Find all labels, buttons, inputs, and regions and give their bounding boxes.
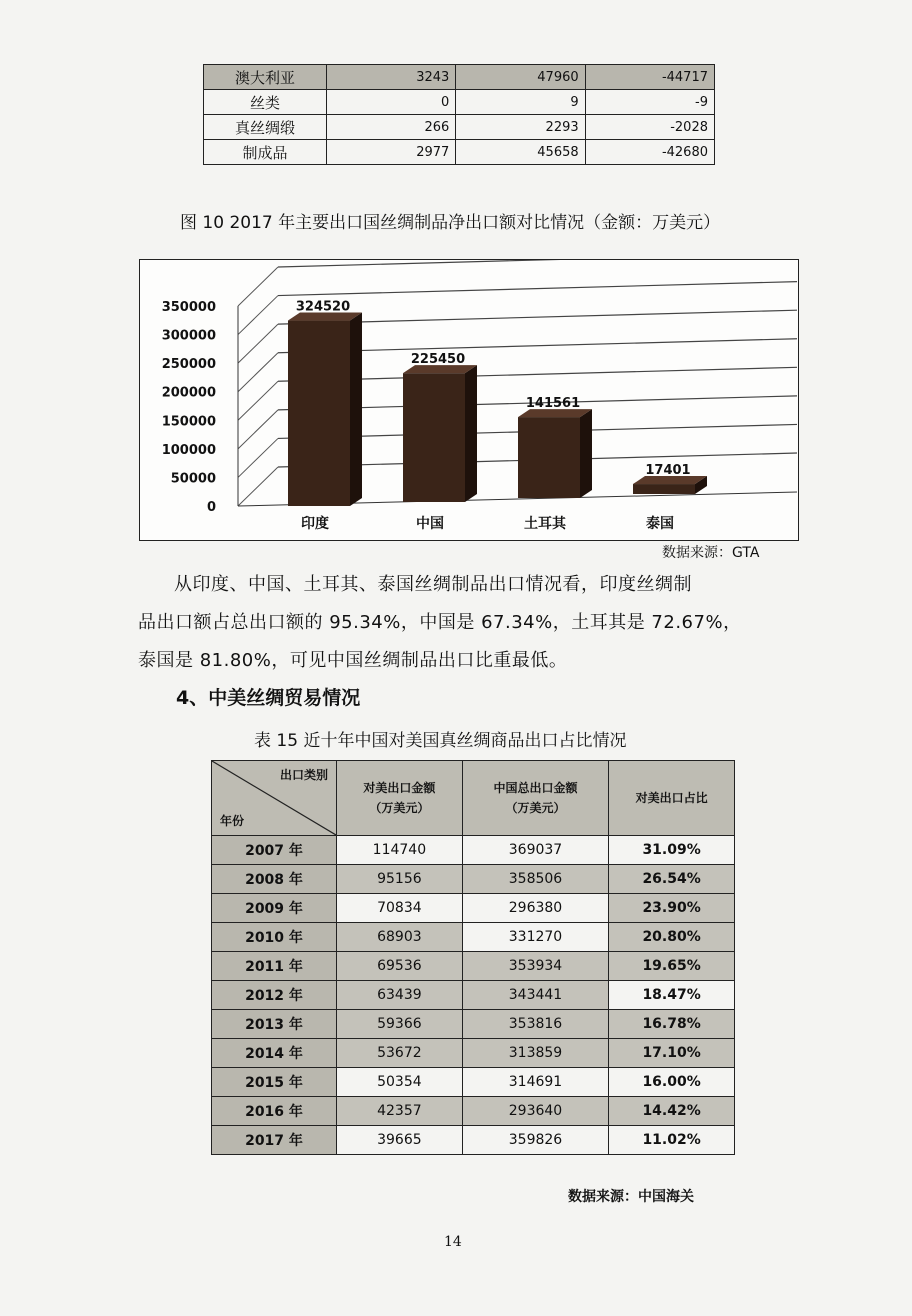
data-label: 225450 xyxy=(410,352,466,368)
table-cell: 31.09% xyxy=(609,836,735,865)
table-cell: -9 xyxy=(585,90,714,115)
table-row xyxy=(204,90,715,115)
table-cell: 359826 xyxy=(462,1126,608,1155)
data-label: 17401 xyxy=(645,463,691,479)
gridline-depth xyxy=(238,438,278,477)
table-cell: 23.90% xyxy=(609,894,735,923)
x-tick-label: 中国 xyxy=(416,516,444,532)
table-row xyxy=(212,1097,735,1126)
col-header-line: 对美出口金额 xyxy=(363,781,436,795)
table-row xyxy=(212,1126,735,1155)
table-row xyxy=(204,115,715,140)
gridline-depth xyxy=(238,381,278,420)
table-cell: 2014 年 xyxy=(212,1039,337,1068)
table-cell: 70834 xyxy=(337,894,463,923)
table-header-row xyxy=(212,761,735,836)
x-tick-label: 印度 xyxy=(301,516,329,532)
gridline-depth xyxy=(238,324,278,363)
table-cell: 313859 xyxy=(462,1039,608,1068)
table-cell: 296380 xyxy=(462,894,608,923)
table-row xyxy=(212,1010,735,1039)
y-tick-label: 250000 xyxy=(161,357,216,373)
table-cell: 47960 xyxy=(456,65,585,90)
table-cell: 16.78% xyxy=(609,1010,735,1039)
table-row xyxy=(212,1039,735,1068)
bar xyxy=(633,484,695,494)
table-row xyxy=(212,1068,735,1097)
y-tick-label: 100000 xyxy=(161,442,216,458)
col-header-total-export xyxy=(462,761,608,836)
table-cell: 0 xyxy=(327,90,456,115)
page-number: 14 xyxy=(444,1234,462,1250)
table-cell: 63439 xyxy=(337,981,463,1010)
y-tick-label: 0 xyxy=(206,500,216,515)
table-cell: 95156 xyxy=(337,865,463,894)
y-tick-label: 200000 xyxy=(161,385,216,401)
bar xyxy=(518,417,580,498)
y-tick-label: 150000 xyxy=(161,414,216,430)
corner-top-label: 出口类别 xyxy=(279,768,328,782)
y-tick-label: 300000 xyxy=(161,328,216,344)
table-cell: 2293 xyxy=(456,115,585,140)
table-cell: 331270 xyxy=(462,923,608,952)
table-row xyxy=(212,952,735,981)
table-cell: 9 xyxy=(456,90,585,115)
chart-source: 数据来源：GTA xyxy=(662,545,760,561)
table-cell: 2017 年 xyxy=(212,1126,337,1155)
table-cell: 真丝绸缎 xyxy=(204,115,327,140)
corner-header-cell xyxy=(212,761,337,836)
corner-bottom-label: 年份 xyxy=(220,814,245,828)
table-row xyxy=(204,140,715,165)
table-cell: 11.02% xyxy=(609,1126,735,1155)
table-cell: 2016 年 xyxy=(212,1097,337,1126)
data-label: 324520 xyxy=(295,299,351,315)
table-cell: 2013 年 xyxy=(212,1010,337,1039)
table-cell: 42357 xyxy=(337,1097,463,1126)
table-cell: 59366 xyxy=(337,1010,463,1039)
gridline-depth xyxy=(238,296,278,335)
table-cell: 26.54% xyxy=(609,865,735,894)
col-header-us-export xyxy=(337,761,463,836)
bar xyxy=(403,373,465,502)
table-cell: 2007 年 xyxy=(212,836,337,865)
table-cell: 2009 年 xyxy=(212,894,337,923)
table-cell: 39665 xyxy=(337,1126,463,1155)
paragraph-line: 从印度、中国、土耳其、泰国丝绸制品出口情况看，印度丝绸制 xyxy=(174,574,692,595)
gridline xyxy=(278,282,797,296)
table-cell: -42680 xyxy=(585,140,714,165)
table-row xyxy=(212,981,735,1010)
bar-side xyxy=(580,409,592,498)
table-cell: 69536 xyxy=(337,952,463,981)
col-header-line: （万美元） xyxy=(505,801,566,815)
bar-side xyxy=(350,313,362,506)
table-cell: 369037 xyxy=(462,836,608,865)
table-cell: -44717 xyxy=(585,65,714,90)
y-tick-label: 50000 xyxy=(170,471,216,487)
table-cell: 2010 年 xyxy=(212,923,337,952)
table-cell: 14.42% xyxy=(609,1097,735,1126)
table-cell: 53672 xyxy=(337,1039,463,1068)
gridline-depth xyxy=(238,410,278,449)
paragraph-line: 泰国是 81.80%，可见中国丝绸制品出口比重最低。 xyxy=(138,650,568,671)
table-cell: 353816 xyxy=(462,1010,608,1039)
table-cell: 17.10% xyxy=(609,1039,735,1068)
x-tick-label: 泰国 xyxy=(646,516,674,532)
col-header-share: 对美出口占比 xyxy=(609,761,735,836)
y-tick-label: 350000 xyxy=(161,300,216,315)
table-cell: 丝类 xyxy=(204,90,327,115)
top-data-table xyxy=(203,64,715,165)
table-cell: 314691 xyxy=(462,1068,608,1097)
table-cell: 45658 xyxy=(456,140,585,165)
table-cell: 20.80% xyxy=(609,923,735,952)
table-15 xyxy=(211,760,735,1155)
gridline-depth xyxy=(238,467,278,506)
table-row xyxy=(204,65,715,90)
table-source: 数据来源：中国海关 xyxy=(568,1189,694,1205)
bar-side xyxy=(465,365,477,502)
table-cell: 2011 年 xyxy=(212,952,337,981)
table-cell: -2028 xyxy=(585,115,714,140)
table-cell: 澳大利亚 xyxy=(204,65,327,90)
net-export-bar-chart xyxy=(140,260,797,539)
table-cell: 68903 xyxy=(337,923,463,952)
table-row xyxy=(212,865,735,894)
chart-frame xyxy=(139,259,799,541)
table-cell: 293640 xyxy=(462,1097,608,1126)
table-cell: 2012 年 xyxy=(212,981,337,1010)
table-row xyxy=(212,923,735,952)
table-cell: 19.65% xyxy=(609,952,735,981)
table-cell: 18.47% xyxy=(609,981,735,1010)
table-cell: 266 xyxy=(327,115,456,140)
gridline-depth xyxy=(238,267,278,306)
table-cell: 2977 xyxy=(327,140,456,165)
paragraph-line: 品出口额占总出口额的 95.34%，中国是 67.34%，土耳其是 72.67%， xyxy=(138,612,742,633)
data-label: 141561 xyxy=(525,396,581,412)
table-cell: 343441 xyxy=(462,981,608,1010)
table-cell: 制成品 xyxy=(204,140,327,165)
table-caption: 表 15 近十年中国对美国真丝绸商品出口占比情况 xyxy=(254,731,627,751)
table-cell: 3243 xyxy=(327,65,456,90)
gridline-depth xyxy=(238,353,278,392)
table-cell: 50354 xyxy=(337,1068,463,1097)
table-cell: 2008 年 xyxy=(212,865,337,894)
table-cell: 2015 年 xyxy=(212,1068,337,1097)
table-row xyxy=(212,894,735,923)
x-tick-label: 土耳其 xyxy=(524,516,566,532)
figure-caption: 图 10 2017 年主要出口国丝绸制品净出口额对比情况（金额：万美元） xyxy=(180,213,721,233)
table-cell: 114740 xyxy=(337,836,463,865)
col-header-line: 中国总出口金额 xyxy=(493,781,578,795)
col-header-line: （万美元） xyxy=(369,801,430,815)
section-title: 4、中美丝绸贸易情况 xyxy=(176,687,361,709)
table-cell: 16.00% xyxy=(609,1068,735,1097)
bar xyxy=(288,321,350,506)
table-cell: 353934 xyxy=(462,952,608,981)
table-row xyxy=(212,836,735,865)
gridline xyxy=(278,260,797,267)
table-cell: 358506 xyxy=(462,865,608,894)
paragraph xyxy=(138,566,808,680)
